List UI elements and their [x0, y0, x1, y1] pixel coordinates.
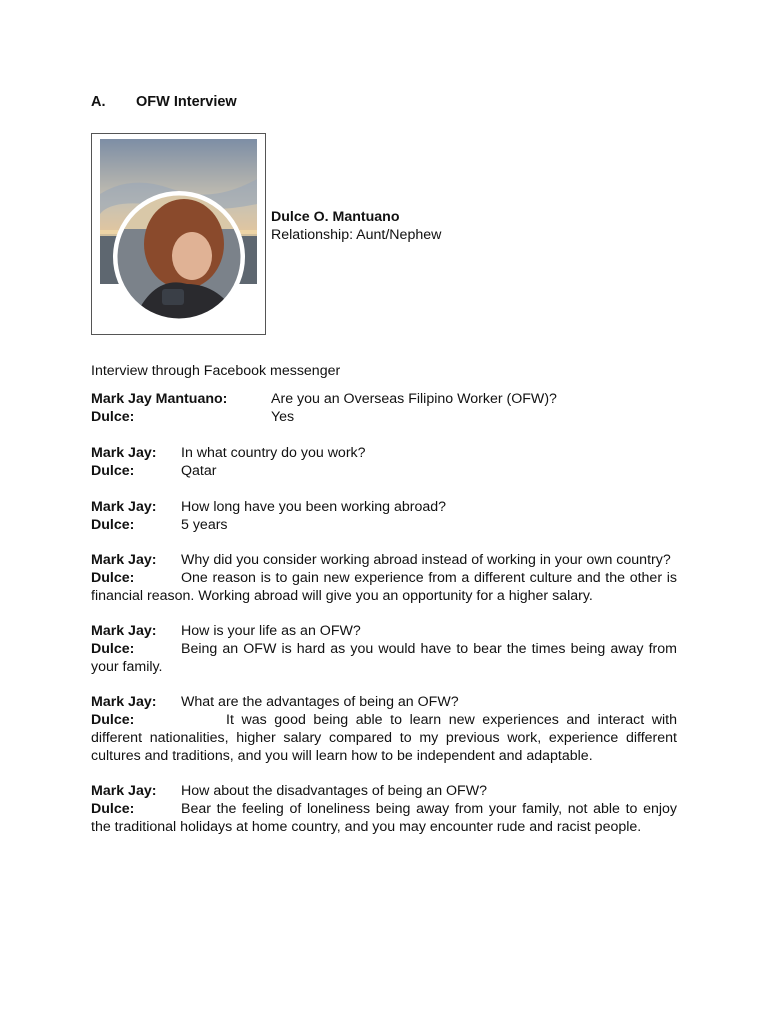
answer-speaker: Dulce:	[91, 801, 135, 817]
question-speaker: Mark Jay:	[91, 552, 157, 568]
qa-item	[91, 782, 677, 836]
answer-line	[91, 408, 677, 426]
qa-item	[91, 498, 677, 534]
profile-info	[271, 208, 441, 244]
document-page	[91, 93, 677, 836]
question-text: How is your life as an OFW?	[181, 623, 361, 639]
question-text: Why did you consider working abroad instead of working in your own country?	[181, 552, 671, 568]
section-number: A.	[91, 94, 106, 110]
question-text: How about the disadvantages of being an OFW?	[181, 783, 488, 799]
answer-text: One reason is to gain new experience from a different culture and the other is financial reason. Working abroad will give you an opportunity for a higher salary.	[91, 570, 677, 604]
answer-line	[91, 640, 677, 676]
answer-text: Being an OFW is hard as you would have to bear the times being away from your family.	[91, 641, 677, 675]
question-line	[91, 551, 677, 569]
question-speaker: Mark Jay Mantuano:	[91, 391, 228, 407]
section-heading	[91, 93, 677, 113]
answer-speaker: Dulce:	[91, 463, 135, 479]
question-text: How long have you been working abroad?	[181, 499, 447, 515]
qa-item	[91, 551, 677, 605]
question-line	[91, 622, 677, 640]
answer-line	[91, 569, 677, 605]
qa-item	[91, 622, 677, 676]
question-text: What are the advantages of being an OFW?	[181, 694, 459, 710]
profile-relationship: Relationship: Aunt/Nephew	[271, 227, 442, 243]
question-speaker: Mark Jay:	[91, 783, 157, 799]
profile-photo	[91, 133, 266, 335]
section-title: OFW Interview	[136, 94, 237, 110]
answer-line	[91, 711, 677, 765]
question-text: Are you an Overseas Filipino Worker (OFW)?	[271, 391, 557, 407]
answer-text: Bear the feeling of loneliness being away from your family, not able to enjoy the traditional holidays at home country, and you may encounter rude and racist people.	[91, 801, 677, 835]
profile-photo-image	[92, 134, 265, 334]
answer-text: It was good being able to learn new experiences and interact with different nationalities, higher salary compared to my previous work, experience different cultures and traditions, and you will learn how to be independent and adaptable.	[91, 712, 677, 764]
question-line	[91, 444, 677, 462]
qa-item	[91, 693, 677, 765]
profile-block	[91, 133, 677, 335]
qa-item	[91, 444, 677, 480]
qa-item	[91, 390, 677, 426]
question-speaker: Mark Jay:	[91, 445, 157, 461]
question-line	[91, 782, 677, 800]
answer-line	[91, 800, 677, 836]
profile-name: Dulce O. Mantuano	[271, 209, 400, 225]
question-speaker: Mark Jay:	[91, 694, 157, 710]
answer-text: 5 years	[181, 517, 228, 533]
answer-text: Yes	[271, 409, 295, 425]
answer-line	[91, 516, 677, 534]
question-line	[91, 693, 677, 711]
question-text: In what country do you work?	[181, 445, 366, 461]
question-line	[91, 390, 677, 408]
answer-line	[91, 462, 677, 480]
interview-intro: Interview through Facebook messenger	[91, 363, 341, 379]
question-speaker: Mark Jay:	[91, 499, 157, 515]
answer-speaker: Dulce:	[91, 409, 135, 425]
answer-text: Qatar	[181, 463, 217, 479]
answer-speaker: Dulce:	[91, 570, 135, 586]
answer-speaker: Dulce:	[91, 517, 135, 533]
question-speaker: Mark Jay:	[91, 623, 157, 639]
question-line	[91, 498, 677, 516]
answer-speaker: Dulce:	[91, 641, 135, 657]
answer-speaker: Dulce:	[91, 712, 135, 728]
